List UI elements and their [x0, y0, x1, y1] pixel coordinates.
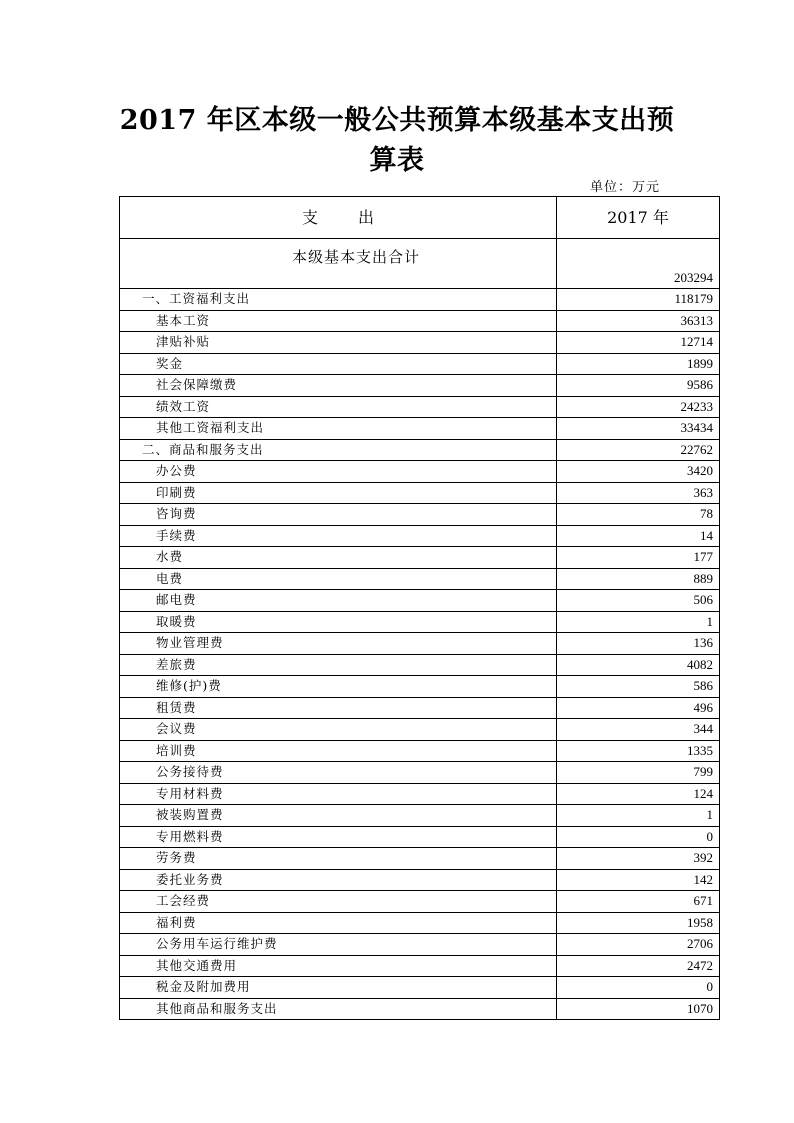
table-row — [120, 912, 720, 934]
row-value: 889 — [557, 568, 720, 590]
row-label: 手续费 — [120, 525, 557, 547]
table-row — [120, 869, 720, 891]
table-row — [120, 461, 720, 483]
row-label: 公务用车运行维护费 — [120, 934, 557, 956]
page-title — [100, 101, 694, 181]
row-label: 租赁费 — [120, 697, 557, 719]
row-value: 14 — [557, 525, 720, 547]
row-value: 3420 — [557, 461, 720, 483]
row-label: 一、工资福利支出 — [120, 289, 557, 311]
row-label: 电费 — [120, 568, 557, 590]
total-value: 203294 — [557, 239, 720, 289]
row-label: 公务接待费 — [120, 762, 557, 784]
row-value: 506 — [557, 590, 720, 612]
row-label: 水费 — [120, 547, 557, 569]
row-value: 0 — [557, 977, 720, 999]
table-row — [120, 783, 720, 805]
table-row — [120, 697, 720, 719]
row-label: 咨询费 — [120, 504, 557, 526]
row-value: 36313 — [557, 310, 720, 332]
table-row — [120, 375, 720, 397]
table-row — [120, 547, 720, 569]
row-label: 取暖费 — [120, 611, 557, 633]
row-label: 会议费 — [120, 719, 557, 741]
row-value: 1070 — [557, 998, 720, 1020]
row-label: 其他交通费用 — [120, 955, 557, 977]
table-row — [120, 332, 720, 354]
table-row — [120, 848, 720, 870]
table-row — [120, 740, 720, 762]
row-label: 工会经费 — [120, 891, 557, 913]
row-label: 其他工资福利支出 — [120, 418, 557, 440]
row-label: 专用材料费 — [120, 783, 557, 805]
row-value: 4082 — [557, 654, 720, 676]
table-row — [120, 568, 720, 590]
row-label: 差旅费 — [120, 654, 557, 676]
row-label: 福利费 — [120, 912, 557, 934]
row-label: 专用燃料费 — [120, 826, 557, 848]
title-line-2: 算表 — [369, 145, 425, 176]
table-row — [120, 590, 720, 612]
table-row — [120, 439, 720, 461]
table-row — [120, 805, 720, 827]
row-value: 496 — [557, 697, 720, 719]
row-value: 78 — [557, 504, 720, 526]
table-row — [120, 955, 720, 977]
row-label: 二、商品和服务支出 — [120, 439, 557, 461]
budget-table — [119, 196, 720, 1020]
table-row — [120, 482, 720, 504]
table-row — [120, 525, 720, 547]
row-value: 1335 — [557, 740, 720, 762]
table-row — [120, 310, 720, 332]
row-value: 799 — [557, 762, 720, 784]
row-label: 印刷费 — [120, 482, 557, 504]
row-value: 9586 — [557, 375, 720, 397]
row-value: 1958 — [557, 912, 720, 934]
row-value: 124 — [557, 783, 720, 805]
total-row — [120, 239, 720, 289]
row-value: 12714 — [557, 332, 720, 354]
row-value: 24233 — [557, 396, 720, 418]
row-label: 维修(护)费 — [120, 676, 557, 698]
row-value: 2706 — [557, 934, 720, 956]
header-year: 2017 年 — [557, 197, 720, 239]
table-row — [120, 719, 720, 741]
row-value: 363 — [557, 482, 720, 504]
row-value: 392 — [557, 848, 720, 870]
row-label: 社会保障缴费 — [120, 375, 557, 397]
row-label: 奖金 — [120, 353, 557, 375]
row-value: 136 — [557, 633, 720, 655]
table-row — [120, 289, 720, 311]
row-label: 基本工资 — [120, 310, 557, 332]
row-label: 劳务费 — [120, 848, 557, 870]
header-expenditure: 支出 — [120, 197, 557, 239]
row-value: 2472 — [557, 955, 720, 977]
row-label: 其他商品和服务支出 — [120, 998, 557, 1020]
unit-label: 单位：万元 — [590, 180, 661, 195]
row-value: 344 — [557, 719, 720, 741]
title-line-1: 2017 年区本级一般公共预算本级基本支出预 — [119, 105, 675, 136]
table-row — [120, 353, 720, 375]
row-value: 1 — [557, 805, 720, 827]
row-label: 被装购置费 — [120, 805, 557, 827]
row-value: 142 — [557, 869, 720, 891]
row-label: 税金及附加费用 — [120, 977, 557, 999]
row-value: 118179 — [557, 289, 720, 311]
row-label: 邮电费 — [120, 590, 557, 612]
table-row — [120, 654, 720, 676]
table-row — [120, 998, 720, 1020]
row-label: 绩效工资 — [120, 396, 557, 418]
row-value: 33434 — [557, 418, 720, 440]
row-value: 586 — [557, 676, 720, 698]
table-header-row — [120, 197, 720, 239]
row-value: 22762 — [557, 439, 720, 461]
row-value: 1 — [557, 611, 720, 633]
table-row — [120, 504, 720, 526]
table-row — [120, 611, 720, 633]
table-row — [120, 418, 720, 440]
row-label: 委托业务费 — [120, 869, 557, 891]
table-row — [120, 891, 720, 913]
row-label: 津贴补贴 — [120, 332, 557, 354]
table-row — [120, 396, 720, 418]
table-row — [120, 633, 720, 655]
row-label: 物业管理费 — [120, 633, 557, 655]
total-label: 本级基本支出合计 — [120, 239, 557, 289]
table-row — [120, 977, 720, 999]
table-row — [120, 826, 720, 848]
table-row — [120, 934, 720, 956]
row-value: 671 — [557, 891, 720, 913]
row-label: 办公费 — [120, 461, 557, 483]
table-row — [120, 762, 720, 784]
row-value: 1899 — [557, 353, 720, 375]
row-value: 177 — [557, 547, 720, 569]
row-label: 培训费 — [120, 740, 557, 762]
table-row — [120, 676, 720, 698]
row-value: 0 — [557, 826, 720, 848]
